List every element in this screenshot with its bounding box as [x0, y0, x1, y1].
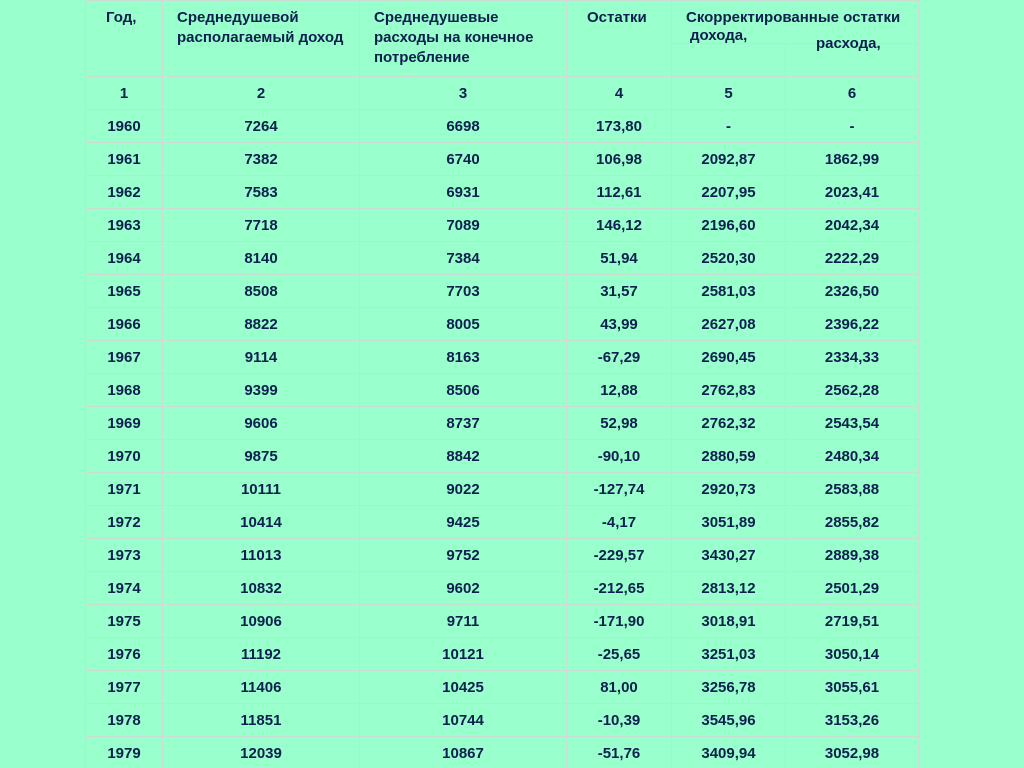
- column-number: 2: [163, 77, 360, 110]
- year-cell: 1968: [86, 374, 163, 407]
- remainder-cell: -51,76: [567, 737, 672, 768]
- adjusted-expense-cell: 1862,99: [786, 143, 919, 176]
- consumption-cell: 7384: [360, 242, 567, 275]
- remainder-cell: -229,57: [567, 539, 672, 572]
- year-cell: 1960: [86, 110, 163, 143]
- remainder-cell: 173,80: [567, 110, 672, 143]
- consumption-cell: 9425: [360, 506, 567, 539]
- income-cell: 11851: [163, 704, 360, 737]
- consumption-cell: 10121: [360, 638, 567, 671]
- adjusted-expense-cell: 2543,54: [786, 407, 919, 440]
- remainder-cell: -90,10: [567, 440, 672, 473]
- table-row: [86, 275, 919, 308]
- year-cell: 1962: [86, 176, 163, 209]
- adjusted-income-cell: 2762,32: [672, 407, 786, 440]
- column-number: 5: [672, 77, 786, 110]
- year-cell: 1978: [86, 704, 163, 737]
- adjusted-income-cell: 2813,12: [672, 572, 786, 605]
- adjusted-income-cell: 2520,30: [672, 242, 786, 275]
- adjusted-expense-cell: 2583,88: [786, 473, 919, 506]
- remainder-cell: -171,90: [567, 605, 672, 638]
- year-cell: 1971: [86, 473, 163, 506]
- header-adjusted-income: дохода,: [690, 27, 748, 44]
- table-row: [86, 341, 919, 374]
- table-body: [86, 110, 919, 768]
- table-row: [86, 638, 919, 671]
- year-cell: 1967: [86, 341, 163, 374]
- remainder-cell: 106,98: [567, 143, 672, 176]
- remainder-cell: 81,00: [567, 671, 672, 704]
- consumption-cell: 7703: [360, 275, 567, 308]
- adjusted-income-cell: 3051,89: [672, 506, 786, 539]
- header-adjusted: [672, 1, 919, 44]
- header-adjusted-income-cell: [672, 44, 786, 77]
- consumption-cell: 8506: [360, 374, 567, 407]
- table-row: [86, 671, 919, 704]
- year-cell: 1970: [86, 440, 163, 473]
- adjusted-expense-cell: 2023,41: [786, 176, 919, 209]
- income-cell: 10832: [163, 572, 360, 605]
- adjusted-expense-cell: 2855,82: [786, 506, 919, 539]
- adjusted-income-cell: 2092,87: [672, 143, 786, 176]
- remainder-cell: -127,74: [567, 473, 672, 506]
- column-number-row: [86, 77, 919, 110]
- adjusted-expense-cell: 2042,34: [786, 209, 919, 242]
- adjusted-expense-cell: 3153,26: [786, 704, 919, 737]
- table-row: [86, 374, 919, 407]
- table-row: [86, 473, 919, 506]
- income-cell: 9114: [163, 341, 360, 374]
- income-cell: 7718: [163, 209, 360, 242]
- remainder-cell: -67,29: [567, 341, 672, 374]
- header-income: Среднедушевой располагаемый доход: [163, 1, 360, 77]
- adjusted-income-cell: 3409,94: [672, 737, 786, 768]
- adjusted-income-cell: 3251,03: [672, 638, 786, 671]
- income-cell: 8140: [163, 242, 360, 275]
- adjusted-expense-cell: 2326,50: [786, 275, 919, 308]
- adjusted-income-cell: 2207,95: [672, 176, 786, 209]
- remainder-cell: 31,57: [567, 275, 672, 308]
- adjusted-expense-cell: -: [786, 110, 919, 143]
- income-cell: 10111: [163, 473, 360, 506]
- income-cell: 11013: [163, 539, 360, 572]
- year-cell: 1961: [86, 143, 163, 176]
- adjusted-expense-cell: 3055,61: [786, 671, 919, 704]
- header-adjusted-expense: расхода,: [816, 35, 881, 52]
- year-cell: 1977: [86, 671, 163, 704]
- consumption-cell: 10744: [360, 704, 567, 737]
- adjusted-income-cell: -: [672, 110, 786, 143]
- consumption-cell: 9711: [360, 605, 567, 638]
- year-cell: 1972: [86, 506, 163, 539]
- remainder-cell: 112,61: [567, 176, 672, 209]
- consumption-cell: 8005: [360, 308, 567, 341]
- table-row: [86, 440, 919, 473]
- adjusted-expense-cell: 2480,34: [786, 440, 919, 473]
- adjusted-income-cell: 2581,03: [672, 275, 786, 308]
- consumption-cell: 8163: [360, 341, 567, 374]
- income-cell: 10906: [163, 605, 360, 638]
- income-cell: 9606: [163, 407, 360, 440]
- consumption-cell: 9752: [360, 539, 567, 572]
- consumption-cell: 8842: [360, 440, 567, 473]
- table-row: [86, 209, 919, 242]
- consumption-cell: 9022: [360, 473, 567, 506]
- remainder-cell: 51,94: [567, 242, 672, 275]
- adjusted-expense-cell: 2889,38: [786, 539, 919, 572]
- table-row: [86, 737, 919, 768]
- adjusted-income-cell: 3256,78: [672, 671, 786, 704]
- income-expense-table: [85, 0, 919, 768]
- adjusted-income-cell: 3430,27: [672, 539, 786, 572]
- adjusted-expense-cell: 2222,29: [786, 242, 919, 275]
- income-cell: 7583: [163, 176, 360, 209]
- income-cell: 10414: [163, 506, 360, 539]
- table-row: [86, 506, 919, 539]
- table-row: [86, 605, 919, 638]
- year-cell: 1973: [86, 539, 163, 572]
- year-cell: 1969: [86, 407, 163, 440]
- year-cell: 1979: [86, 737, 163, 768]
- adjusted-expense-cell: 2501,29: [786, 572, 919, 605]
- adjusted-income-cell: 2690,45: [672, 341, 786, 374]
- income-cell: 12039: [163, 737, 360, 768]
- header-consumption: Среднедушевые расходы на конечное потребление: [360, 1, 567, 77]
- remainder-cell: 146,12: [567, 209, 672, 242]
- table-row: [86, 407, 919, 440]
- adjusted-expense-cell: 3052,98: [786, 737, 919, 768]
- year-cell: 1964: [86, 242, 163, 275]
- header-adjusted-expense-cell: [786, 35, 919, 77]
- adjusted-income-cell: 2196,60: [672, 209, 786, 242]
- year-cell: 1976: [86, 638, 163, 671]
- year-cell: 1966: [86, 308, 163, 341]
- header-year: Год,: [86, 1, 163, 77]
- remainder-cell: -25,65: [567, 638, 672, 671]
- adjusted-income-cell: 2762,83: [672, 374, 786, 407]
- table-row: [86, 143, 919, 176]
- remainder-cell: 43,99: [567, 308, 672, 341]
- income-cell: 8822: [163, 308, 360, 341]
- consumption-cell: 6698: [360, 110, 567, 143]
- income-cell: 9399: [163, 374, 360, 407]
- column-number: 3: [360, 77, 567, 110]
- income-cell: 9875: [163, 440, 360, 473]
- column-number: 4: [567, 77, 672, 110]
- consumption-cell: 6740: [360, 143, 567, 176]
- year-cell: 1974: [86, 572, 163, 605]
- column-number: 6: [786, 77, 919, 110]
- header-remainder: Остатки: [567, 1, 672, 77]
- year-cell: 1965: [86, 275, 163, 308]
- consumption-cell: 6931: [360, 176, 567, 209]
- header-adjusted-title: Скорректированные остатки: [686, 9, 901, 26]
- adjusted-expense-cell: 2334,33: [786, 341, 919, 374]
- remainder-cell: 52,98: [567, 407, 672, 440]
- year-cell: 1963: [86, 209, 163, 242]
- adjusted-income-cell: 2880,59: [672, 440, 786, 473]
- adjusted-income-cell: 2627,08: [672, 308, 786, 341]
- income-cell: 8508: [163, 275, 360, 308]
- income-cell: 7264: [163, 110, 360, 143]
- remainder-cell: -4,17: [567, 506, 672, 539]
- table-row: [86, 539, 919, 572]
- consumption-cell: 10425: [360, 671, 567, 704]
- table-row: [86, 704, 919, 737]
- year-cell: 1975: [86, 605, 163, 638]
- table-row: [86, 308, 919, 341]
- income-cell: 11192: [163, 638, 360, 671]
- table-row: [86, 572, 919, 605]
- adjusted-income-cell: 3018,91: [672, 605, 786, 638]
- income-cell: 7382: [163, 143, 360, 176]
- adjusted-expense-cell: 3050,14: [786, 638, 919, 671]
- table-row: [86, 176, 919, 209]
- adjusted-expense-cell: 2719,51: [786, 605, 919, 638]
- adjusted-income-cell: 2920,73: [672, 473, 786, 506]
- remainder-cell: -212,65: [567, 572, 672, 605]
- table-row: [86, 242, 919, 275]
- adjusted-expense-cell: 2396,22: [786, 308, 919, 341]
- table-row: [86, 110, 919, 143]
- consumption-cell: 10867: [360, 737, 567, 768]
- consumption-cell: 9602: [360, 572, 567, 605]
- consumption-cell: 7089: [360, 209, 567, 242]
- consumption-cell: 8737: [360, 407, 567, 440]
- column-number: 1: [86, 77, 163, 110]
- adjusted-expense-cell: 2562,28: [786, 374, 919, 407]
- remainder-cell: -10,39: [567, 704, 672, 737]
- adjusted-income-cell: 3545,96: [672, 704, 786, 737]
- income-cell: 11406: [163, 671, 360, 704]
- remainder-cell: 12,88: [567, 374, 672, 407]
